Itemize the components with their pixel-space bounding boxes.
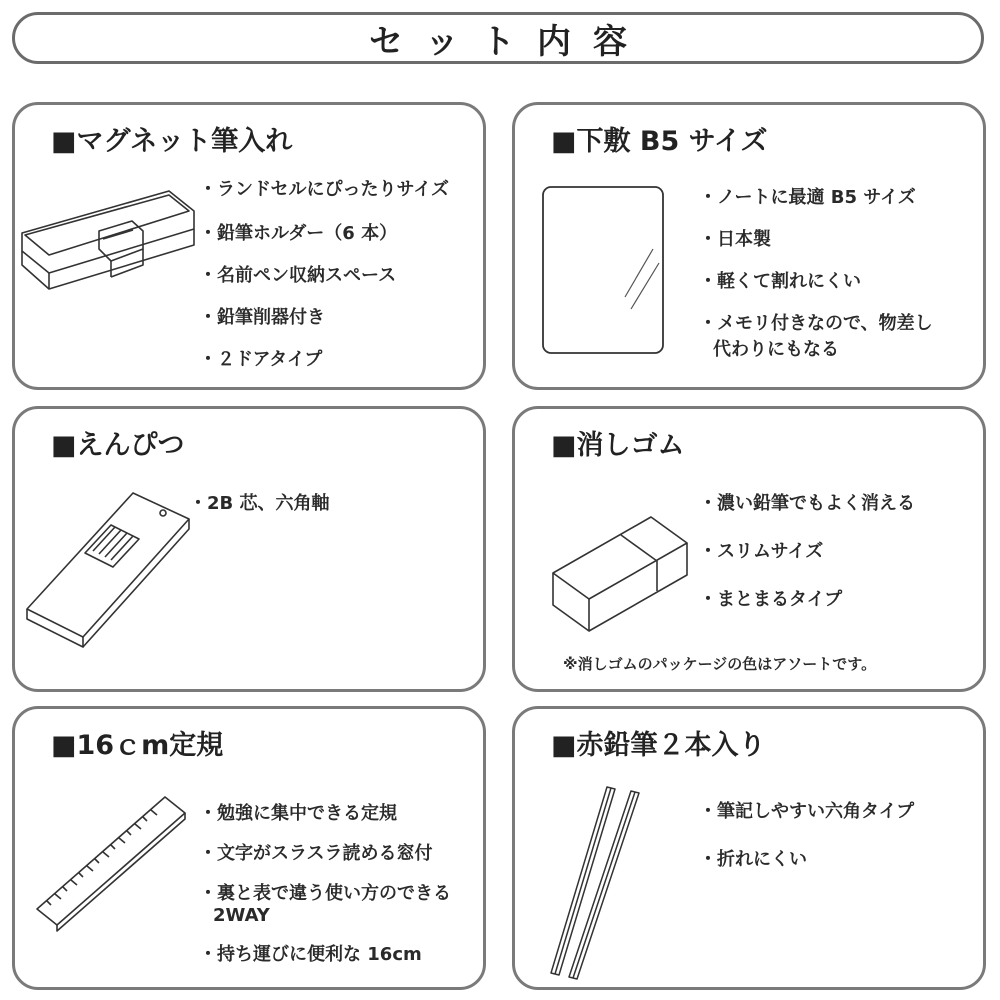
panel-eraser (512, 406, 986, 692)
bullet-item: ・まとまるタイプ (699, 589, 843, 610)
bullet-item: ・メモリ付きなので、物差し (699, 313, 933, 334)
bullet-item: ・濃い鉛筆でもよく消える (699, 493, 915, 514)
eraser-package-note: ※消しゴムのパッケージの色はアソートです。 (563, 655, 877, 673)
panel-pencils (12, 406, 486, 692)
panel-heading-pencase: ■マグネット筆入れ (51, 126, 293, 157)
bullet-item: ・持ち運びに便利な 16cm (199, 944, 422, 965)
panel-heading-board: ■下敷 B5 サイズ (551, 126, 768, 157)
panel-heading-eraser: ■消しゴム (551, 430, 685, 461)
panel-board (512, 102, 986, 390)
eraser-bullets (699, 489, 915, 611)
bullet-item: ・２ドアタイプ (199, 349, 323, 370)
bullet-item: ・文字がスラスラ読める窓付 (199, 843, 433, 864)
bullet-item: ・日本製 (699, 229, 771, 250)
bullet-item: ・軽くて割れにくい (699, 271, 861, 292)
eraser-illustration (551, 513, 691, 633)
panel-ruler (12, 706, 486, 990)
redpencil-bullets (699, 797, 914, 871)
page-title: セット内容 (369, 21, 649, 62)
pencil-box-illustration (25, 491, 195, 651)
bullet-item: ・鉛筆ホルダー（6 本） (199, 223, 398, 244)
board-bullets (699, 183, 933, 361)
bullet-item: ・勉強に集中できる定規 (199, 803, 397, 824)
bullet-item: ・2B 芯、六角軸 (189, 493, 330, 514)
ruler-bullets (199, 799, 451, 966)
pencils-bullets (189, 489, 330, 515)
panel-heading-pencils: ■えんぴつ (51, 430, 185, 461)
panel-pencase (12, 102, 486, 390)
ruler-illustration (35, 795, 187, 935)
bullet-item: ・鉛筆削器付き (199, 307, 325, 328)
bullet-item: ・名前ペン収納スペース (199, 265, 397, 286)
bullet-item: ・ノートに最適 B5 サイズ (699, 187, 916, 208)
pencase-bullets (199, 175, 449, 371)
panel-heading-redpencil: ■赤鉛筆２本入り (551, 730, 766, 761)
title-banner (12, 12, 984, 64)
panel-redpencil (512, 706, 986, 990)
bullet-item: ・筆記しやすい六角タイプ (699, 801, 915, 822)
red-pencil-illustration (547, 783, 647, 983)
bullet-item: ・ランドセルにぴったりサイズ (199, 179, 450, 200)
panel-heading-ruler: ■16ｃm定規 (51, 730, 224, 761)
bullet-item: ・折れにくい (699, 849, 807, 870)
pencase-illustration (19, 189, 197, 299)
bullet-item-continued: 代わりにもなる (713, 339, 839, 360)
bullet-item-continued: 2WAY (213, 905, 270, 926)
bullet-item: ・スリムサイズ (699, 541, 824, 562)
bullet-item: ・裏と表で違う使い方のできる (199, 883, 451, 904)
board-illustration (541, 185, 665, 355)
